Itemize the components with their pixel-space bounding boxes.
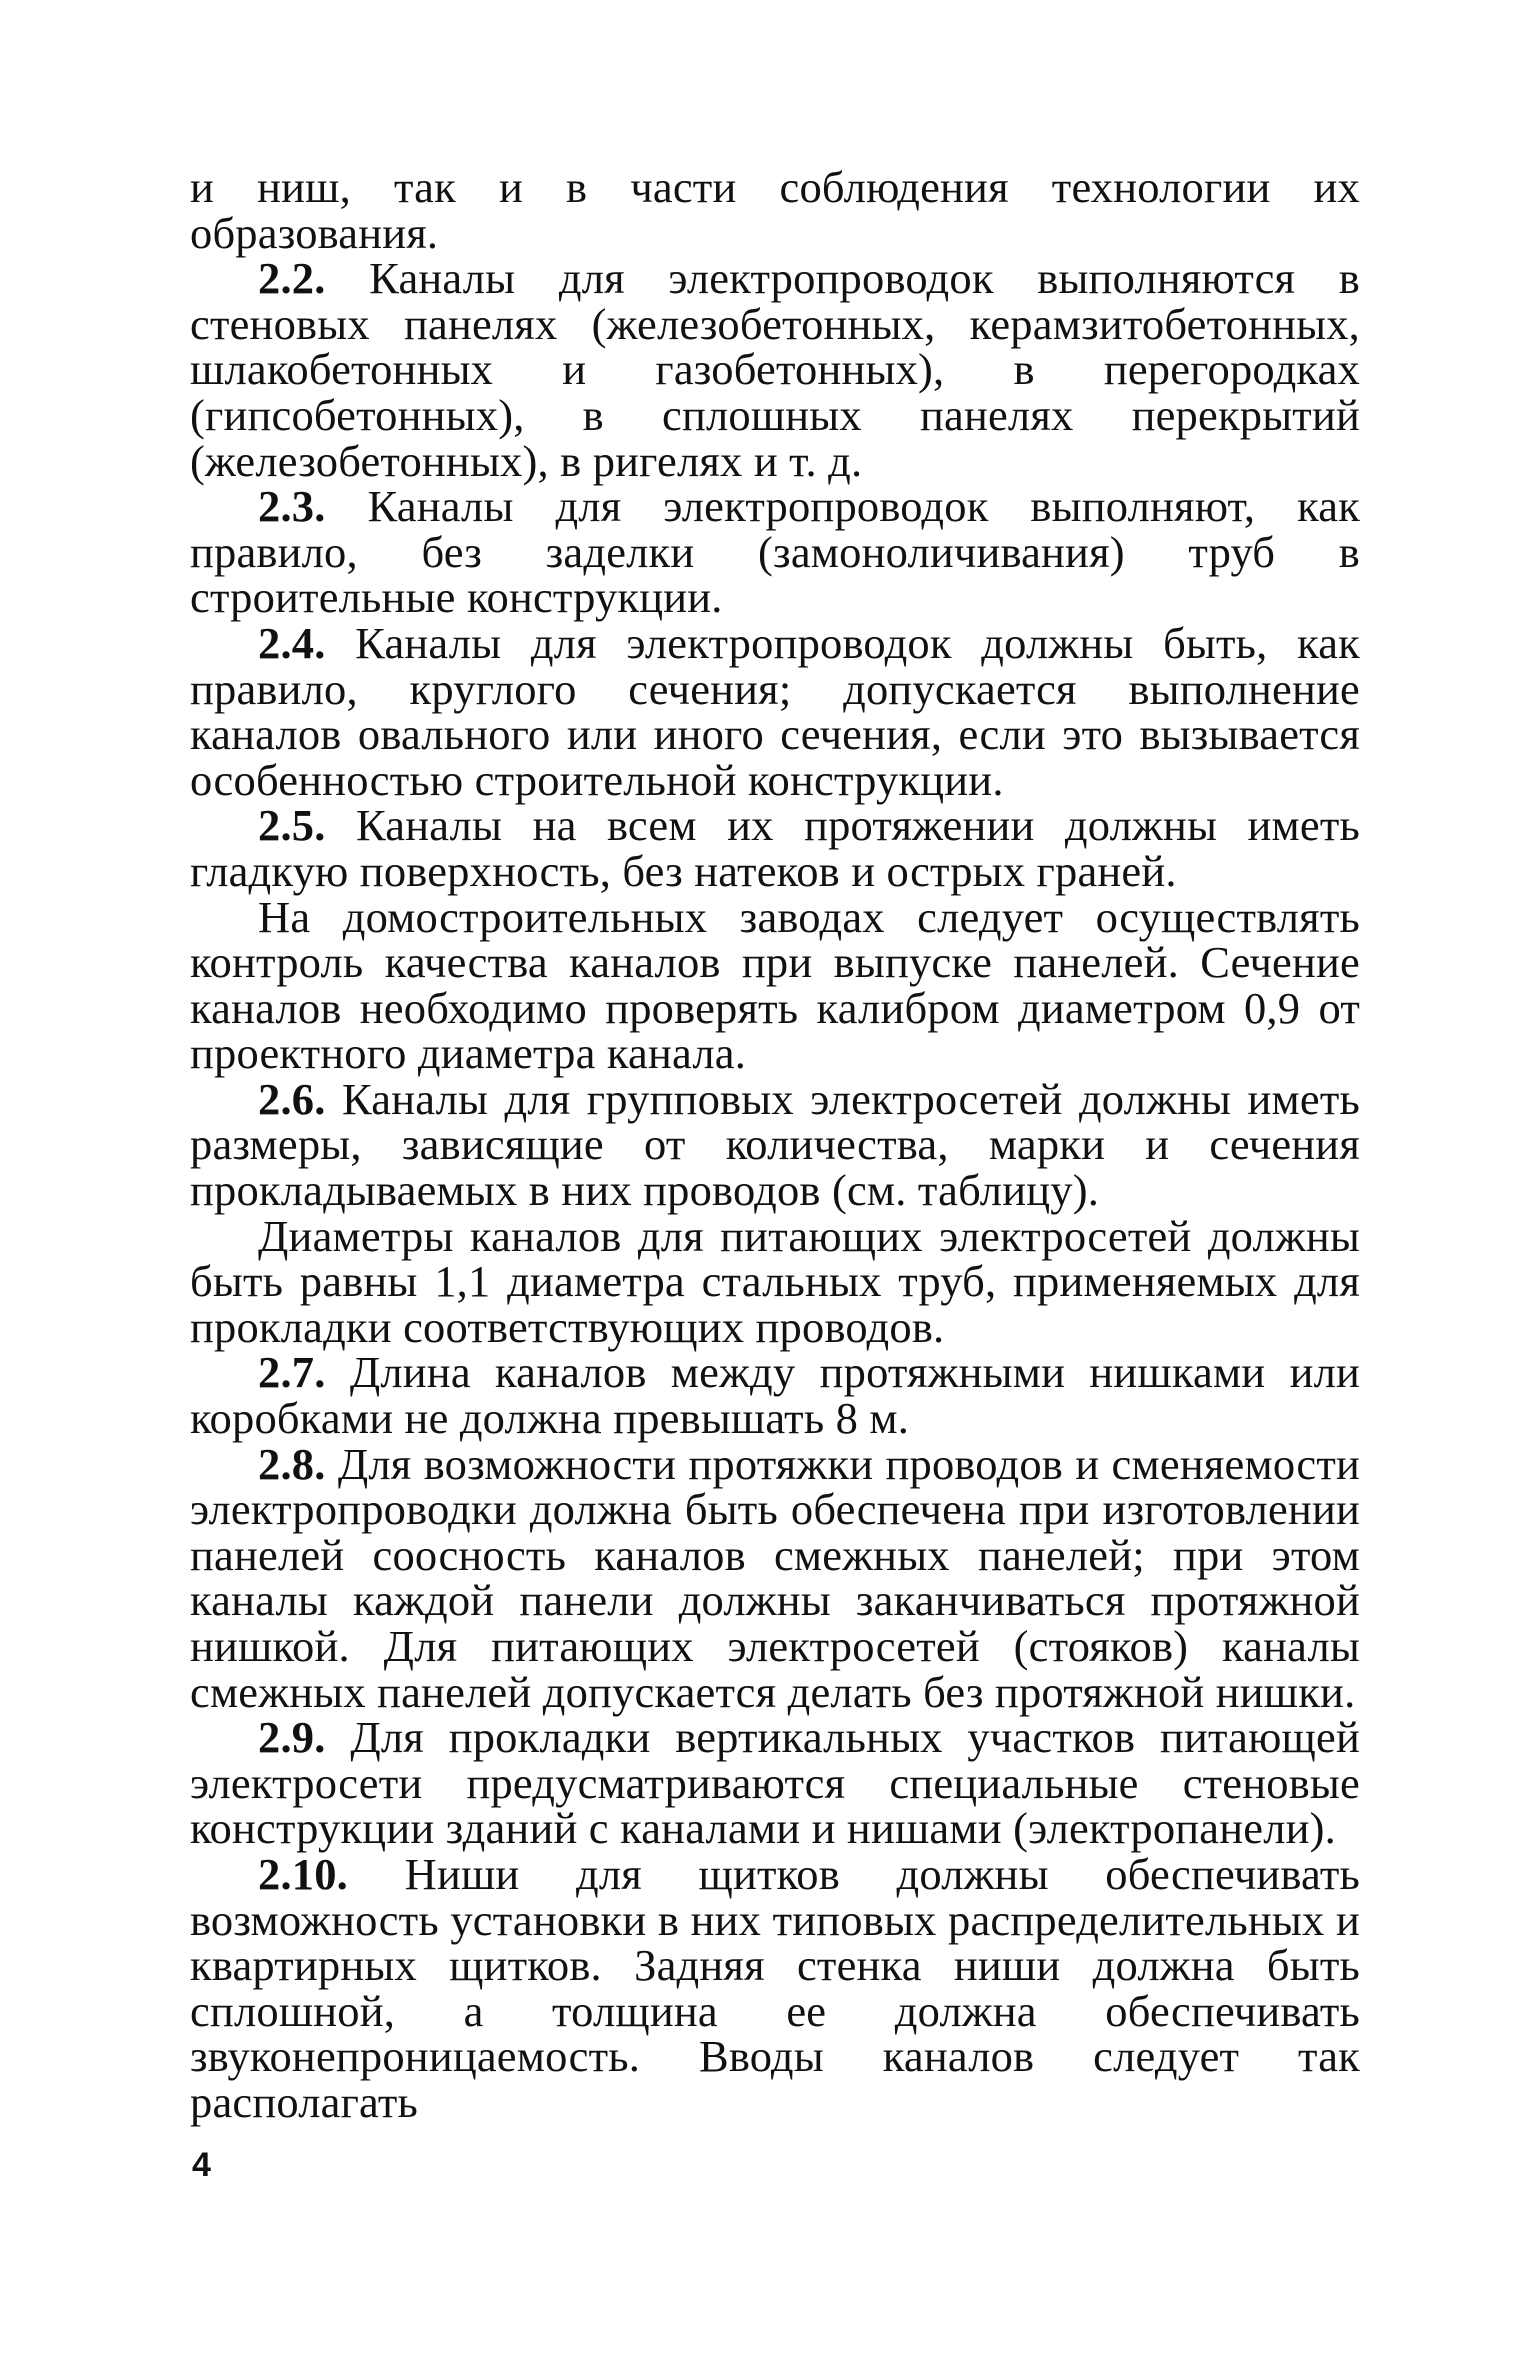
paragraph-text: Каналы на всем их протяжении должны иметь гладкую поверхность, без натеков и острых граней. [190,800,1361,896]
paragraph-2-5 [190,800,1361,896]
paragraph-text: Диаметры каналов для питающих электросетей должны быть равны 1,1 диаметра стальных труб, применяемых для прокладки соответствующих проводов. [190,1210,1360,1352]
paragraph-text: Ниши для щитков должны обеспечивать возможность установки в них типовых распределительных и квартирных щитков. Задняя стенка ниши должна быть сплошной, а толщина ее должна обеспечивать звуконепроницаемость. Вводы каналов следует так располагать [190,1848,1360,2127]
paragraph-2-7 [190,1347,1361,1444]
paragraph-number: 2.9. [258,1712,326,1763]
paragraph-2-3 [190,481,1360,623]
paragraph-number: 2.3. [258,481,326,532]
paragraph-2-5-continued [190,891,1360,1079]
paragraph-2-4 [190,617,1360,805]
paragraph-text: Каналы для электропроводок выполняют, как правило, без заделки (замоноличивания) труб в строительные конструкции. [190,481,1360,623]
paragraph-text: Каналы для электропроводок должны быть, как правило, круглого сечения; допускается выполнение каналов овального или иного сечения, если это вызывается особенностью строительной конструкции. [190,617,1360,805]
paragraph-text: Каналы для электропроводок выполняются в стеновых панелях (железобетонных, керамзитобетонных, шлакобетонных и газобетонных), в перегородках (гипсобетонных), в сплошных панелях перекрытий (железобетонных), в ригелях и т. д. [190,253,1360,486]
paragraph-number: 2.8. [258,1438,326,1489]
paragraph-continuation [190,162,1360,258]
paragraph-text: и ниш, так и в части соблюдения технологии их образования. [190,162,1360,258]
paragraph-2-2 [190,253,1360,486]
paragraph-2-9 [190,1712,1360,1854]
body-text [190,162,1361,2127]
paragraph-number: 2.4. [258,617,326,668]
paragraph-2-8 [190,1438,1360,1717]
paragraph-text: Для прокладки вертикальных участков питающей электросети предусматриваются специальные стеновые конструкции зданий с каналами и нишами (электропанели). [190,1712,1360,1854]
paragraph-text: Длина каналов между протяжными нишками или коробками не должна превышать 8 м. [190,1347,1361,1444]
paragraph-number: 2.5. [258,800,326,851]
paragraph-number: 2.6. [258,1073,326,1124]
paragraph-number: 2.2. [258,253,326,304]
paragraph-text: На домостроительных заводах следует осуществлять контроль качества каналов при выпуске панелей. Сечение каналов необходимо проверять калибром диаметром 0,9 от проектного диаметра канала. [190,891,1360,1079]
page-number: 4 [192,2146,211,2184]
paragraph-text: Каналы для групповых электросетей должны иметь размеры, зависящие от количества, марки и сечения прокладываемых в них проводов (см. таблицу). [190,1073,1360,1216]
paragraph-2-6 [190,1073,1360,1216]
paragraph-number: 2.10. [258,1848,348,1899]
paragraph-number: 2.7. [258,1347,326,1398]
paragraph-2-10 [190,1848,1360,2127]
paragraph-text: Для возможности протяжки проводов и сменяемости электропроводки должна быть обеспечена при изготовлении панелей соосность каналов смежных панелей; при этом каналы каждой панели должны заканчиваться протяжной нишкой. Для питающих электросетей (стояков) каналы смежных панелей допускается делать без протяжной нишки. [190,1438,1360,1717]
paragraph-2-6-continued [190,1210,1360,1352]
